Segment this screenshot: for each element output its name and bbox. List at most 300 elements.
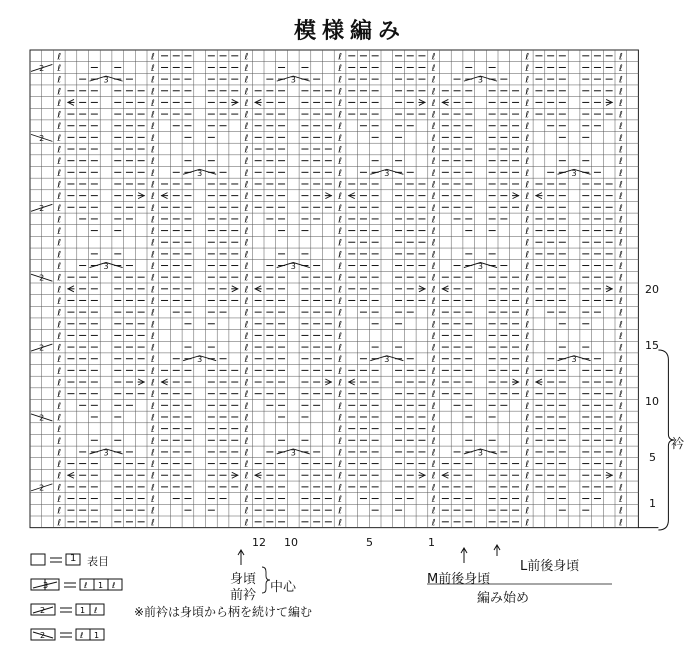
twisted-stitch: ℓ — [618, 366, 623, 377]
three-together-label: 3 — [197, 355, 203, 365]
twisted-stitch: ℓ — [525, 192, 530, 203]
twisted-stitch: ℓ — [525, 518, 530, 529]
twisted-stitch: ℓ — [618, 203, 623, 214]
twisted-stitch: ℓ — [150, 273, 155, 284]
twisted-stitch: ℓ — [338, 133, 342, 144]
three-together-label: 3 — [103, 75, 109, 85]
twisted-stitch: ℓ — [525, 425, 530, 436]
twisted-stitch: ℓ — [431, 180, 436, 191]
twisted-stitch: ℓ — [525, 75, 530, 86]
twisted-stitch: ℓ — [338, 145, 342, 156]
twisted-stitch: ℓ — [618, 483, 623, 494]
three-together-label: 3 — [290, 448, 296, 458]
twisted-stitch: ℓ — [525, 238, 530, 249]
twisted-stitch: ℓ — [244, 273, 249, 284]
col-number-10: 10 — [284, 536, 298, 549]
svg-text:3: 3 — [43, 581, 49, 590]
twisted-stitch: ℓ — [338, 157, 342, 168]
twisted-stitch: ℓ — [431, 483, 436, 494]
twisted-stitch: ℓ — [338, 63, 342, 74]
twisted-stitch: ℓ — [57, 98, 62, 109]
twisted-stitch: ℓ — [57, 262, 62, 273]
twisted-stitch: ℓ — [525, 401, 530, 412]
cross-label: 2 — [39, 203, 45, 213]
stitch-symbols — [31, 52, 623, 528]
twisted-stitch: ℓ — [525, 483, 530, 494]
row-number-15: 15 — [645, 339, 659, 352]
twisted-stitch: ℓ — [618, 110, 623, 121]
twisted-stitch: ℓ — [57, 122, 62, 133]
twisted-stitch: ℓ — [150, 192, 155, 203]
twisted-stitch: ℓ — [525, 122, 530, 133]
twisted-stitch: ℓ — [338, 192, 342, 203]
twisted-stitch: ℓ — [431, 215, 436, 226]
twisted-stitch: ℓ — [431, 506, 436, 517]
twisted-stitch: ℓ — [618, 168, 623, 179]
twisted-stitch: ℓ — [618, 378, 623, 389]
twisted-stitch: ℓ — [431, 75, 436, 86]
twisted-stitch: ℓ — [150, 133, 155, 144]
twisted-stitch: ℓ — [338, 75, 342, 86]
twisted-stitch: ℓ — [618, 192, 623, 203]
twisted-stitch: ℓ — [431, 390, 436, 401]
twisted-stitch: ℓ — [338, 227, 342, 238]
twisted-stitch: ℓ — [57, 471, 62, 482]
twisted-stitch: ℓ — [244, 285, 249, 296]
twisted-stitch: ℓ — [618, 145, 623, 156]
twisted-stitch: ℓ — [150, 343, 155, 354]
start-label: 編み始め — [477, 591, 530, 606]
twisted-stitch: ℓ — [150, 331, 155, 342]
twisted-stitch: ℓ — [150, 122, 155, 133]
twisted-stitch: ℓ — [525, 413, 530, 424]
twisted-stitch: ℓ — [338, 285, 342, 296]
twisted-stitch: ℓ — [338, 366, 342, 377]
twisted-stitch: ℓ — [525, 366, 530, 377]
twisted-stitch: ℓ — [338, 355, 342, 366]
twisted-stitch: ℓ — [57, 145, 62, 156]
twisted-stitch: ℓ — [618, 355, 623, 366]
twisted-stitch: ℓ — [431, 320, 436, 331]
twisted-stitch: ℓ — [431, 436, 436, 447]
twisted-stitch: ℓ — [338, 98, 342, 109]
body-front-label: 身頃 — [230, 572, 257, 587]
twisted-stitch: ℓ — [244, 483, 249, 494]
twisted-stitch: ℓ — [431, 133, 436, 144]
twisted-stitch: ℓ — [525, 203, 530, 214]
twisted-stitch: ℓ — [431, 331, 436, 342]
chart-annotations — [238, 350, 674, 593]
twisted-stitch: ℓ — [244, 227, 249, 238]
twisted-stitch: ℓ — [525, 168, 530, 179]
twisted-stitch: ℓ — [525, 436, 530, 447]
svg-text:1: 1 — [80, 606, 86, 615]
twisted-stitch: ℓ — [150, 227, 155, 238]
twisted-stitch: ℓ — [57, 495, 62, 506]
legend-knit-text: 表目 — [87, 555, 109, 568]
twisted-stitch: ℓ — [57, 366, 62, 377]
twisted-stitch: ℓ — [57, 180, 62, 191]
twisted-stitch: ℓ — [150, 145, 155, 156]
twisted-stitch: ℓ — [338, 110, 342, 121]
twisted-stitch: ℓ — [150, 308, 155, 319]
twisted-stitch: ℓ — [338, 168, 342, 179]
twisted-stitch: ℓ — [618, 133, 623, 144]
twisted-stitch: ℓ — [57, 436, 62, 447]
twisted-stitch: ℓ — [57, 448, 62, 459]
twisted-stitch: ℓ — [150, 285, 155, 296]
twisted-stitch: ℓ — [431, 203, 436, 214]
twisted-stitch: ℓ — [244, 378, 249, 389]
twisted-stitch: ℓ — [150, 296, 155, 307]
twisted-stitch: ℓ — [244, 87, 249, 98]
twisted-stitch: ℓ — [150, 355, 155, 366]
twisted-stitch: ℓ — [57, 413, 62, 424]
m-body-label: M前後身頃 — [427, 572, 491, 587]
l-body-label: L前後身頃 — [520, 559, 580, 574]
row-number-10: 10 — [645, 395, 659, 408]
twisted-stitch: ℓ — [431, 145, 436, 156]
three-together-label: 3 — [103, 262, 109, 272]
cross-label: 2 — [39, 343, 45, 353]
twisted-stitch: ℓ — [618, 122, 623, 133]
twisted-stitch: ℓ — [338, 262, 342, 273]
twisted-stitch: ℓ — [618, 180, 623, 191]
legend-knit-rhs: 1 — [70, 553, 77, 564]
twisted-stitch: ℓ — [618, 273, 623, 284]
twisted-stitch: ℓ — [150, 320, 155, 331]
twisted-stitch: ℓ — [57, 320, 62, 331]
cross-label: 2 — [39, 133, 45, 143]
twisted-stitch: ℓ — [338, 87, 342, 98]
twisted-stitch: ℓ — [57, 378, 62, 389]
twisted-stitch: ℓ — [431, 401, 436, 412]
twisted-stitch: ℓ — [57, 227, 62, 238]
twisted-stitch: ℓ — [150, 518, 155, 529]
twisted-stitch: ℓ — [618, 471, 623, 482]
twisted-stitch: ℓ — [150, 110, 155, 121]
twisted-stitch: ℓ — [244, 180, 249, 191]
twisted-stitch: ℓ — [618, 63, 623, 74]
legend-two-symbol — [30, 602, 110, 618]
twisted-stitch: ℓ — [431, 495, 436, 506]
twisted-stitch: ℓ — [431, 87, 436, 98]
twisted-stitch: ℓ — [244, 331, 249, 342]
legend-note: ※前衿は身頃から柄を続けて編む — [134, 605, 313, 619]
twisted-stitch: ℓ — [431, 448, 436, 459]
twisted-stitch: ℓ — [244, 425, 249, 436]
collar-front-label: 前衿 — [230, 588, 257, 603]
twisted-stitch: ℓ — [57, 518, 62, 529]
twisted-stitch: ℓ — [338, 320, 342, 331]
twisted-stitch: ℓ — [618, 75, 623, 86]
twisted-stitch: ℓ — [244, 518, 249, 529]
legend-three-stitch — [30, 577, 150, 593]
twisted-stitch: ℓ — [150, 436, 155, 447]
twisted-stitch: ℓ — [338, 343, 342, 354]
twisted-stitch: ℓ — [618, 238, 623, 249]
twisted-stitch: ℓ — [431, 168, 436, 179]
twisted-stitch: ℓ — [525, 273, 530, 284]
twisted-stitch: ℓ — [244, 145, 249, 156]
twisted-stitch: ℓ — [244, 471, 249, 482]
center-brace — [262, 567, 270, 593]
twisted-stitch: ℓ — [431, 308, 436, 319]
twisted-stitch: ℓ — [150, 401, 155, 412]
svg-text:1: 1 — [98, 581, 104, 590]
twisted-stitch: ℓ — [57, 168, 62, 179]
twisted-stitch: ℓ — [57, 401, 62, 412]
twisted-stitch: ℓ — [57, 87, 62, 98]
twisted-stitch: ℓ — [150, 262, 155, 273]
twisted-stitch: ℓ — [150, 390, 155, 401]
twisted-stitch: ℓ — [150, 75, 155, 86]
three-together-label: 3 — [384, 355, 390, 365]
twisted-stitch: ℓ — [57, 63, 62, 74]
twisted-stitch: ℓ — [57, 355, 62, 366]
row-number-5: 5 — [649, 451, 656, 464]
twisted-stitch: ℓ — [525, 285, 530, 296]
twisted-stitch: ℓ — [244, 343, 249, 354]
twisted-stitch: ℓ — [618, 436, 623, 447]
twisted-stitch: ℓ — [338, 483, 342, 494]
twisted-stitch: ℓ — [150, 506, 155, 517]
twisted-stitch: ℓ — [431, 460, 436, 471]
twisted-stitch: ℓ — [618, 157, 623, 168]
twisted-stitch: ℓ — [150, 495, 155, 506]
row-number-1: 1 — [649, 497, 656, 510]
twisted-stitch: ℓ — [57, 308, 62, 319]
three-together-label: 3 — [384, 168, 390, 178]
twisted-stitch: ℓ — [338, 413, 342, 424]
legend-two-stitch-b — [30, 627, 110, 643]
twisted-stitch: ℓ — [338, 203, 342, 214]
twisted-stitch: ℓ — [338, 122, 342, 133]
twisted-stitch: ℓ — [618, 401, 623, 412]
twisted-stitch: ℓ — [57, 273, 62, 284]
three-together-label: 3 — [290, 262, 296, 272]
twisted-stitch: ℓ — [338, 238, 342, 249]
twisted-stitch: ℓ — [150, 471, 155, 482]
row-number-20: 20 — [645, 283, 659, 296]
twisted-stitch: ℓ — [525, 87, 530, 98]
twisted-stitch: ℓ — [338, 250, 342, 261]
twisted-stitch: ℓ — [244, 75, 249, 86]
twisted-stitch: ℓ — [525, 110, 530, 121]
twisted-stitch: ℓ — [431, 366, 436, 377]
cross-label: 2 — [39, 413, 45, 423]
twisted-stitch: ℓ — [338, 296, 342, 307]
twisted-stitch: ℓ — [525, 250, 530, 261]
twisted-stitch: ℓ — [244, 63, 249, 74]
twisted-stitch: ℓ — [338, 390, 342, 401]
twisted-stitch: ℓ — [618, 308, 623, 319]
twisted-stitch: ℓ — [525, 308, 530, 319]
twisted-stitch: ℓ — [244, 355, 249, 366]
twisted-stitch: ℓ — [618, 320, 623, 331]
twisted-stitch: ℓ — [244, 506, 249, 517]
twisted-stitch: ℓ — [244, 168, 249, 179]
twisted-stitch: ℓ — [57, 75, 62, 86]
twisted-stitch: ℓ — [525, 63, 530, 74]
twisted-stitch: ℓ — [431, 355, 436, 366]
twisted-stitch: ℓ — [150, 180, 155, 191]
twisted-stitch: ℓ — [338, 52, 342, 63]
twisted-stitch: ℓ — [57, 157, 62, 168]
twisted-stitch: ℓ — [525, 506, 530, 517]
twisted-stitch: ℓ — [57, 483, 62, 494]
twisted-stitch: ℓ — [57, 215, 62, 226]
svg-text:ℓ: ℓ — [94, 606, 98, 615]
twisted-stitch: ℓ — [57, 343, 62, 354]
twisted-stitch: ℓ — [244, 250, 249, 261]
twisted-stitch: ℓ — [150, 52, 155, 63]
twisted-stitch: ℓ — [431, 227, 436, 238]
col-number-5: 5 — [366, 536, 373, 549]
twisted-stitch: ℓ — [57, 285, 62, 296]
twisted-stitch: ℓ — [338, 495, 342, 506]
twisted-stitch: ℓ — [525, 343, 530, 354]
twisted-stitch: ℓ — [431, 157, 436, 168]
twisted-stitch: ℓ — [431, 63, 436, 74]
twisted-stitch: ℓ — [431, 98, 436, 109]
twisted-stitch: ℓ — [150, 215, 155, 226]
svg-text:1: 1 — [94, 631, 100, 640]
svg-text:ℓ: ℓ — [84, 581, 88, 590]
twisted-stitch: ℓ — [57, 203, 62, 214]
twisted-stitch: ℓ — [244, 203, 249, 214]
twisted-stitch: ℓ — [431, 343, 436, 354]
legend-knit — [30, 552, 150, 568]
twisted-stitch: ℓ — [244, 133, 249, 144]
twisted-stitch: ℓ — [431, 296, 436, 307]
twisted-stitch: ℓ — [244, 98, 249, 109]
twisted-stitch: ℓ — [338, 425, 342, 436]
legend-two-stitch — [30, 602, 313, 619]
twisted-stitch: ℓ — [150, 378, 155, 389]
twisted-stitch: ℓ — [525, 390, 530, 401]
svg-text:2: 2 — [40, 631, 46, 640]
three-together-label: 3 — [103, 448, 109, 458]
twisted-stitch: ℓ — [57, 506, 62, 517]
twisted-stitch: ℓ — [431, 238, 436, 249]
twisted-stitch: ℓ — [525, 448, 530, 459]
twisted-stitch: ℓ — [57, 133, 62, 144]
twisted-stitch: ℓ — [57, 192, 62, 203]
collar-label: 衿 — [671, 437, 685, 452]
twisted-stitch: ℓ — [618, 425, 623, 436]
twisted-stitch: ℓ — [431, 122, 436, 133]
twisted-stitch: ℓ — [150, 203, 155, 214]
twisted-stitch: ℓ — [431, 110, 436, 121]
twisted-stitch: ℓ — [525, 180, 530, 191]
twisted-stitch: ℓ — [150, 425, 155, 436]
twisted-stitch: ℓ — [431, 518, 436, 529]
twisted-stitch: ℓ — [244, 157, 249, 168]
twisted-stitch: ℓ — [244, 192, 249, 203]
twisted-stitch: ℓ — [150, 250, 155, 261]
three-together-label: 3 — [477, 262, 483, 272]
twisted-stitch: ℓ — [150, 448, 155, 459]
twisted-stitch: ℓ — [431, 425, 436, 436]
twisted-stitch: ℓ — [150, 98, 155, 109]
twisted-stitch: ℓ — [525, 262, 530, 273]
twisted-stitch: ℓ — [338, 448, 342, 459]
twisted-stitch: ℓ — [431, 250, 436, 261]
twisted-stitch: ℓ — [618, 87, 623, 98]
three-together-label: 3 — [477, 75, 483, 85]
twisted-stitch: ℓ — [244, 238, 249, 249]
twisted-stitch: ℓ — [525, 378, 530, 389]
twisted-stitch: ℓ — [244, 52, 249, 63]
twisted-stitch: ℓ — [150, 238, 155, 249]
twisted-stitch: ℓ — [525, 52, 530, 63]
twisted-stitch: ℓ — [618, 495, 623, 506]
twisted-stitch: ℓ — [431, 413, 436, 424]
twisted-stitch: ℓ — [431, 471, 436, 482]
twisted-stitch: ℓ — [338, 436, 342, 447]
cross-label: 2 — [39, 63, 45, 73]
twisted-stitch: ℓ — [244, 308, 249, 319]
twisted-stitch: ℓ — [244, 495, 249, 506]
col-number-12: 12 — [252, 536, 266, 549]
twisted-stitch: ℓ — [244, 436, 249, 447]
twisted-stitch: ℓ — [338, 460, 342, 471]
twisted-stitch: ℓ — [57, 331, 62, 342]
twisted-stitch: ℓ — [244, 390, 249, 401]
twisted-stitch: ℓ — [338, 401, 342, 412]
twisted-stitch: ℓ — [338, 471, 342, 482]
three-together-label: 3 — [197, 168, 203, 178]
legend-two-b-symbol — [30, 627, 110, 643]
twisted-stitch: ℓ — [57, 250, 62, 261]
three-together-label: 3 — [290, 75, 296, 85]
twisted-stitch: ℓ — [150, 366, 155, 377]
twisted-stitch: ℓ — [525, 320, 530, 331]
twisted-stitch: ℓ — [57, 390, 62, 401]
twisted-stitch: ℓ — [618, 343, 623, 354]
twisted-stitch: ℓ — [150, 87, 155, 98]
twisted-stitch: ℓ — [57, 296, 62, 307]
twisted-stitch: ℓ — [431, 262, 436, 273]
svg-text:ℓ: ℓ — [112, 581, 116, 590]
twisted-stitch: ℓ — [618, 413, 623, 424]
twisted-stitch: ℓ — [618, 285, 623, 296]
twisted-stitch: ℓ — [338, 331, 342, 342]
twisted-stitch: ℓ — [338, 506, 342, 517]
twisted-stitch: ℓ — [525, 157, 530, 168]
twisted-stitch: ℓ — [150, 483, 155, 494]
twisted-stitch: ℓ — [338, 308, 342, 319]
twisted-stitch: ℓ — [57, 425, 62, 436]
twisted-stitch: ℓ — [525, 331, 530, 342]
cross-label: 2 — [39, 273, 45, 283]
twisted-stitch: ℓ — [618, 98, 623, 109]
twisted-stitch: ℓ — [618, 331, 623, 342]
center-label: 中心 — [270, 580, 297, 595]
twisted-stitch: ℓ — [525, 133, 530, 144]
legend-three-symbol — [30, 577, 150, 593]
svg-text:2: 2 — [40, 606, 46, 615]
twisted-stitch: ℓ — [618, 506, 623, 517]
three-together-label: 3 — [477, 448, 483, 458]
twisted-stitch: ℓ — [244, 320, 249, 331]
twisted-stitch: ℓ — [150, 168, 155, 179]
twisted-stitch: ℓ — [150, 63, 155, 74]
twisted-stitch: ℓ — [525, 296, 530, 307]
twisted-stitch: ℓ — [150, 460, 155, 471]
twisted-stitch: ℓ — [525, 145, 530, 156]
